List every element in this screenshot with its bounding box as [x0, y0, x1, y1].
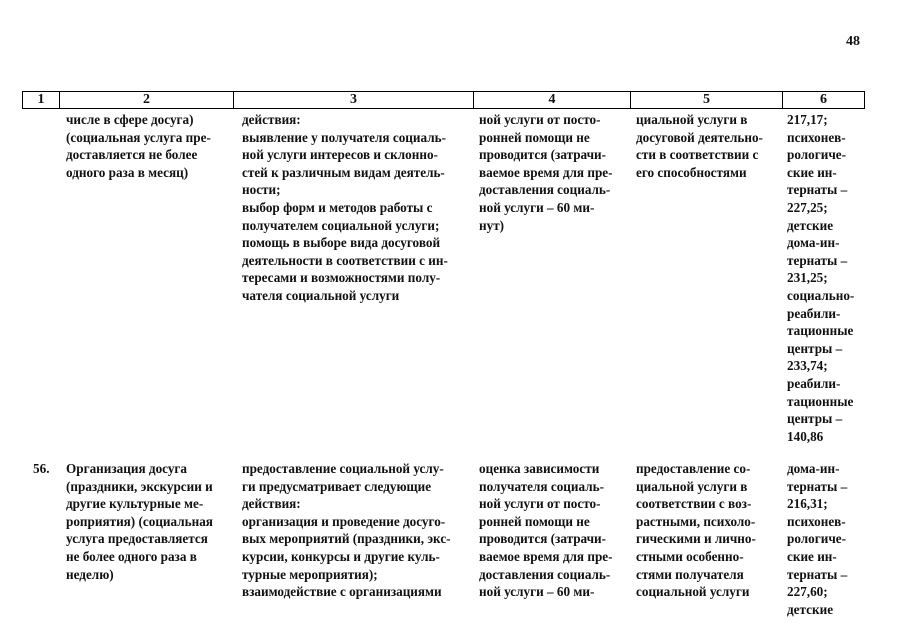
table-cell-description: предоставление социальной услу- ги предусматривает следующие действия: организация и проведение досуго- вых мероприятий (праздники, экс- курсии, конкурсы и другие куль- турные мероприятия); взаимодействие с организациями [242, 461, 451, 600]
header-col-6: 6 [820, 92, 827, 107]
header-col-1: 1 [23, 92, 60, 108]
header-col-2: 2 [60, 92, 234, 108]
table-cell-service-name: Организация досуга (праздники, экскурсии и другие культурные ме- роприятия) (социальная услуга предоставляется не более одного раза в неделю) [66, 461, 213, 582]
table-cell-service-name: числе в сфере досуга) (социальная услуга пре- доставляется не более одного раза в месяц) [66, 112, 211, 180]
table-row-number: 56. [33, 461, 50, 476]
table-cell-description: действия: выявление у получателя социаль- ной услуги интересов и склонно- стей к различным видам деятель- ности; выбор форм и методов работы с получателем социальной услуги; помощь в выборе вида досуговой деятельности в соответствии с ин- тересами и возможностями полу- чателя социальной услуги [242, 112, 448, 303]
table-cell-tariff: дома-ин- тернаты – 216,31; психонев- рологиче- ские ин- тернаты – 227,60; детские [787, 461, 848, 617]
table-cell-conditions: циальной услуги в досуговой деятельно- сти в соответствии с его способностями [636, 112, 763, 180]
header-col-5: 5 [631, 92, 783, 108]
header-col-4: 4 [474, 92, 631, 108]
table-cell-assessment: ной услуги от посто- ронней помощи не проводится (затрачи- ваемое время для пре- доставления социаль- ной услуги – 60 ми- нут) [479, 112, 613, 233]
table-cell-conditions: предоставление со- циальной услуги в соответствии с воз- растными, психоло- гическими и лично- стными особенно- стями получателя социальной услуги [636, 461, 756, 600]
table-cell-tariff: 217,17; психонев- рологиче- ские ин- тернаты – 227,25; детские дома-ин- тернаты – 231,25; социально- реабили- тационные центры – 233,74; реабили- тационные центры – 140,86 [787, 112, 855, 444]
header-col-3: 3 [234, 92, 474, 108]
page-number: 48 [846, 34, 860, 49]
table-header-row [22, 91, 865, 109]
table-cell-assessment: оценка зависимости получателя социаль- ной услуги от посто- ронней помощи не проводится (затрачи- ваемое время для пре- доставления социаль- ной услуги – 60 ми- [479, 461, 613, 600]
